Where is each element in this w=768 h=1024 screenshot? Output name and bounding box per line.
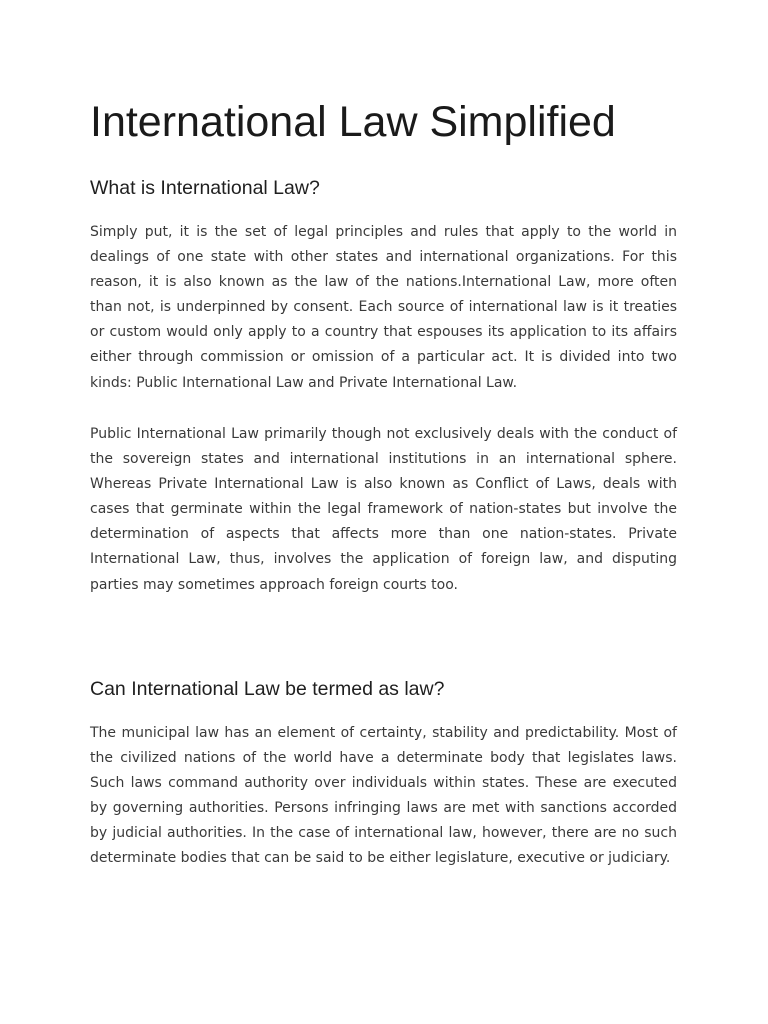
section-heading-what-is-international-law: What is International Law? — [90, 177, 320, 199]
section-heading-can-international-law-be-termed-as-law: Can International Law be termed as law? — [90, 678, 445, 700]
document-title: International Law Simplified — [90, 98, 616, 146]
section-paragraph: Simply put, it is the set of legal principles and rules that apply to the world in dealings of one state with other states and international organizations. For this reason, it is also known as the law of the nations.International Law, more often than not, is underpinned by consent. Each source of international law is it treaties or custom would only apply to a country that espouses its application to its affairs either through commission or omission of a particular act. It is divided into two kinds: Public International Law and Private International Law. — [90, 224, 677, 391]
section-paragraph: The municipal law has an element of certainty, stability and predictability. Most of the civilized nations of the world have a determinate body that legislates laws. Such laws command authority over individuals within states. These are executed by governing authorities. Persons infringing laws are met with sanctions accorded by judicial authorities. In the case of international law, however, there are no such determinate bodies that can be said to be either legislature, executive or judiciary. — [90, 725, 677, 867]
section-paragraph: Public International Law primarily though not exclusively deals with the conduct of the sovereign states and international institutions in an international sphere. Whereas Private International Law is also known as Conflict of Laws, deals with cases that germinate within the legal framework of nation-states but involve the determination of aspects that affects more than one nation-states. Private International Law, thus, involves the application of foreign law, and disputing parties may sometimes approach foreign courts too. — [90, 426, 677, 593]
